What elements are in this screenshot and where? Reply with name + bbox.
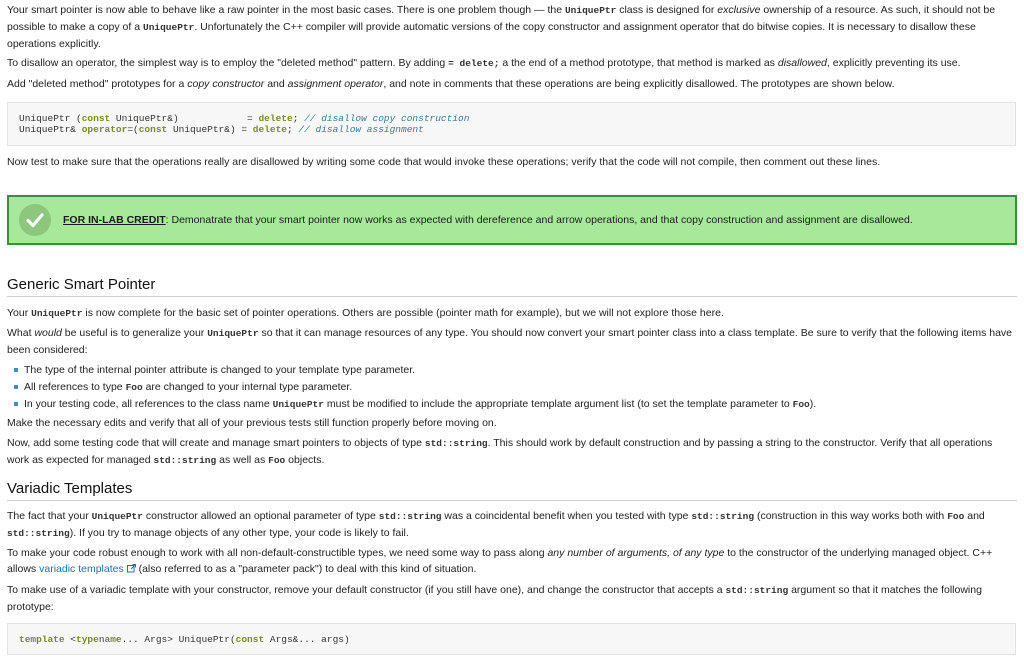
- list-item: [7, 379, 1017, 396]
- check-circle-icon: [19, 204, 51, 236]
- text: so that it can manage resources of any type. You should now convert your smart pointer class into a class template. Be sure to verify that the following items have been considered:: [7, 327, 1013, 356]
- code-text: ;: [286, 124, 299, 135]
- string-test-paragraph: [7, 435, 1017, 469]
- inline-code: std::string: [725, 585, 789, 596]
- code-text: Args&... args): [264, 634, 350, 645]
- code-keyword: const: [81, 113, 111, 124]
- text: argument so that it matches the following prototype:: [7, 584, 982, 613]
- external-link-icon: [127, 564, 136, 573]
- intro-paragraph: [7, 2, 1017, 52]
- text: and: [964, 510, 985, 522]
- complete-paragraph: [7, 305, 1017, 322]
- inline-code: = delete;: [448, 58, 500, 69]
- code-block-deleted-methods: [7, 102, 1016, 146]
- inline-code: std::string: [153, 455, 217, 466]
- text: ). If you try to manage objects of any other type, your code is likely to fail.: [69, 527, 409, 539]
- inline-code: UniquePtr: [272, 399, 324, 410]
- text: . Unfortunately the C++ compiler will provide automatic versions of the copy constructor and assignment operator that do bitwise copies. It is necessary to disallow these operations explicitly.: [7, 21, 976, 50]
- text: All references to type: [24, 381, 126, 393]
- text: The type of the internal pointer attribute is changed to your template type parameter.: [24, 364, 416, 376]
- prototypes-paragraph: [7, 76, 1017, 92]
- text: Your smart pointer is now able to behave like a raw pointer in the most basic cases. There is one problem though — the: [7, 4, 565, 16]
- text: Your: [7, 307, 32, 319]
- code-keyword: const: [235, 634, 265, 645]
- emphasis: any number of arguments, of any type: [547, 547, 725, 559]
- code-text: <: [64, 634, 77, 645]
- text: What: [7, 327, 35, 339]
- text: To disallow an operator, the simplest way is to employ the "deleted method" pattern. By adding: [7, 57, 449, 69]
- text: , explicitly preventing its use.: [826, 57, 961, 69]
- checklist: [7, 362, 1017, 413]
- section-heading-variadic: Variadic Templates: [7, 480, 1017, 501]
- link-text: variadic templates: [39, 563, 124, 575]
- inline-code: Foo: [792, 399, 810, 410]
- text: a the end of a method prototype, that method is marked as: [499, 57, 778, 69]
- inline-code: Foo: [268, 455, 286, 466]
- code-keyword: delete: [258, 113, 293, 124]
- edits-paragraph: Make the necessary edits and verify that all of your previous tests still function properly before moving on.: [7, 417, 497, 429]
- inline-code: std::string: [378, 511, 442, 522]
- credit-text: [63, 212, 913, 228]
- emphasis: exclusive: [717, 4, 761, 16]
- credit-description: : Demonatrate that your smart pointer now works as expected with dereference and arrow operations, and that copy construction and assignment are disallowed.: [165, 214, 913, 226]
- code-text: UniquePtr&: [19, 124, 82, 135]
- text: To make your code robust enough to work with all non-default-constructible types, we need some way to pass along: [7, 547, 548, 559]
- code-text: ;: [292, 113, 305, 124]
- text: Now, add some testing code that will create and manage smart pointers to objects of type: [7, 437, 425, 449]
- text: class is designed for: [616, 4, 718, 16]
- emphasis: assignment operator: [287, 78, 384, 90]
- list-item: [7, 362, 1017, 379]
- inline-code: std::string: [424, 438, 488, 449]
- text: are changed to your internal type parameter.: [142, 381, 353, 393]
- text: The fact that your: [7, 510, 92, 522]
- text: . This should work by default construction and by passing a string to the constructor. Verify that all operations work as expected for managed: [7, 437, 993, 466]
- text: Add "deleted method" prototypes for a: [7, 78, 188, 90]
- emphasis: disallowed: [777, 57, 827, 69]
- code-keyword: const: [138, 124, 168, 135]
- text: ownership of a resource. As such, it should not be possible to make a copy of a: [7, 4, 996, 33]
- code-keyword: typename: [76, 634, 122, 645]
- text: objects.: [285, 454, 325, 466]
- text: as well as: [216, 454, 269, 466]
- inline-code: Foo: [947, 511, 965, 522]
- text: (construction in this way works both with: [754, 510, 948, 522]
- code-comment: // disallow assignment: [298, 124, 424, 135]
- robust-paragraph: [7, 545, 1017, 577]
- section-heading-generic: Generic Smart Pointer: [7, 276, 1017, 297]
- text: , and note in comments that these operations are being explicitly disallowed. The prototypes are shown below.: [383, 78, 895, 90]
- text: is now complete for the basic set of pointer operations. Others are possible (pointer math for example), but we will not explore those here.: [82, 307, 724, 319]
- inline-code: UniquePtr: [564, 5, 617, 16]
- emphasis: copy constructor: [187, 78, 265, 90]
- text: constructor allowed an optional parameter of type: [142, 510, 379, 522]
- generalize-paragraph: [7, 325, 1017, 358]
- text: In your testing code, all references to the class name: [24, 398, 273, 410]
- emphasis: would: [34, 327, 62, 339]
- text: and: [264, 78, 288, 90]
- code-block-variadic-prototype: [7, 623, 1016, 655]
- code-comment: // disallow copy construction: [304, 113, 470, 124]
- variadic-templates-link[interactable]: [39, 563, 136, 575]
- text: must be modified to include the appropriate template argument list (to set the template parameter to: [323, 398, 793, 410]
- delete-pattern-paragraph: [7, 55, 1017, 72]
- code-text: UniquePtr&) =: [110, 113, 259, 124]
- credit-label: FOR IN-LAB CREDIT: [63, 214, 166, 226]
- list-item: [7, 396, 1017, 413]
- text: be useful is to generalize your: [61, 327, 208, 339]
- inline-code: std::string: [691, 511, 755, 522]
- inline-code: UniquePtr: [207, 328, 259, 339]
- prototype-change-paragraph: [7, 582, 1017, 615]
- code-keyword: delete: [252, 124, 287, 135]
- inline-code: UniquePtr: [91, 511, 143, 522]
- test-paragraph: Now test to make sure that the operations really are disallowed by writing some code that would invoke these operations; verify that the code will not compile, then comment out these lines.: [7, 156, 881, 168]
- coincidence-paragraph: [7, 508, 1017, 542]
- code-text: ... Args> UniquePtr(: [121, 634, 236, 645]
- text: To make use of a variadic template with your constructor, remove your default constructor (if you still have one), and change the constructor that accepts a: [7, 584, 726, 596]
- code-keyword: operator: [81, 124, 128, 135]
- text: (also referred to as a "parameter pack") to deal with this kind of situation.: [135, 563, 477, 575]
- inline-code: Foo: [125, 382, 143, 393]
- code-text: UniquePtr (: [19, 113, 82, 124]
- inline-code: UniquePtr: [31, 308, 83, 319]
- text: was a coincidental benefit when you tested with type: [441, 510, 692, 522]
- code-text: UniquePtr&) =: [167, 124, 253, 135]
- inline-code: UniquePtr: [143, 22, 195, 33]
- code-keyword: template: [19, 634, 65, 645]
- in-lab-credit-callout: [7, 195, 1017, 245]
- text: to the constructor of the underlying managed object. C++ allows: [7, 547, 993, 575]
- code-text: =(: [127, 124, 139, 135]
- inline-code: std::string: [7, 528, 70, 539]
- text: ).: [809, 398, 817, 410]
